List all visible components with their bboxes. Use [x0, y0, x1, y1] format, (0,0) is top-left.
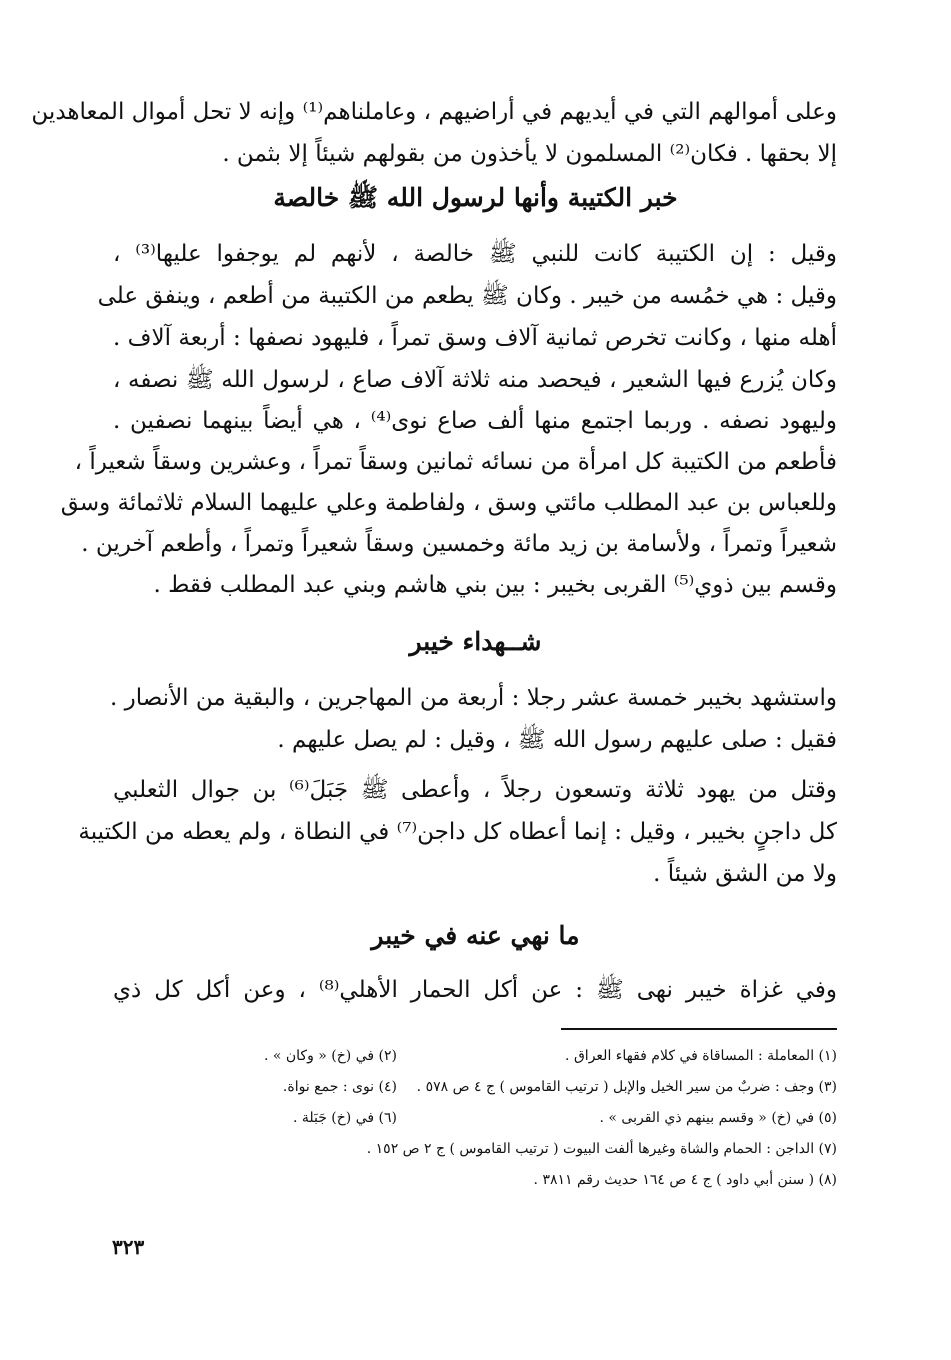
footnote-1: (١) المعاملة : المساقاة في كلام فقهاء العراق .: [565, 1048, 837, 1064]
body-line: فقيل : صلى عليهم رسول الله ﷺ ، وقيل : لم يصل عليهم .: [277, 727, 837, 753]
footnote-3: (٣) وجف : ضربٌ من سير الخيل والإبل ( ترتيب القاموس ) ج ٤ ص ٥٧٨ .: [416, 1079, 837, 1095]
body-line: وقسم بين ذوي⁽⁵⁾ القربى بخيبر : بين بني هاشم وبني عبد المطلب فقط .: [153, 572, 837, 598]
body-line: كل داجنٍ بخيبر ، وقيل : إنما أعطاه كل داجن⁽⁷⁾ في النطاة ، ولم يعطه من الكتيبة: [78, 819, 837, 845]
footnote-4: (٤) نوى : جمع نواة.: [282, 1079, 397, 1095]
body-line: واستشهد بخيبر خمسة عشر رجلا : أربعة من المهاجرين ، والبقية من الأنصار .: [109, 685, 837, 711]
footnote-row: [113, 1104, 837, 1132]
footnote-row: [113, 1073, 837, 1101]
footnote-divider: [561, 1028, 837, 1030]
body-line: وقتل من يهود ثلاثة وتسعون رجلاً ، وأعطى ﷺ جَبَلَ⁽⁶⁾ بن جوال الثعلبي: [113, 777, 837, 803]
body-line: وقيل : هي خمُسه من خيبر . وكان ﷺ يطعم من الكتيبة من أطعم ، وينفق على: [97, 283, 837, 309]
body-line: وعلى أموالهم التي في أيديهم في أراضيهم ، وعاملناهم⁽¹⁾ وإنه لا تحل أموال المعاهدين: [31, 99, 837, 125]
footnote-row: [113, 1042, 837, 1070]
footnote-7: (٧) الداجن : الحمام والشاة وغيرها ألفت البيوت ( ترتيب القاموس ) ج ٢ ص ١٥٢ .: [366, 1141, 837, 1157]
page-number: ٣٢٣: [112, 1235, 145, 1259]
body-line: وللعباس بن عبد المطلب مائتي وسق ، ولفاطمة وعلي عليهما السلام ثلاثمائة وسق: [60, 490, 837, 516]
footnote-5: (٥) في (خ) « وقسم بينهم ذي القربى » .: [599, 1110, 837, 1126]
footnote-8: (٨) ( سنن أبي داود ) ج ٤ ص ١٦٤ حديث رقم ٣٨١١ .: [533, 1172, 837, 1188]
section-heading-nahy: ما نهي عنه في خيبر: [371, 921, 580, 950]
body-line: إلا بحقها . فكان⁽²⁾ المسلمون لا يأخذون من بقولهم شيئاً إلا بثمن .: [222, 141, 837, 167]
body-line: شعيراً وتمراً ، ولأسامة بن زيد مائة وخمسين وسقاً شعيراً وتمراً ، وأطعم آخرين .: [81, 531, 837, 557]
footnote-6: (٦) في (خ) جَبَلة .: [292, 1110, 397, 1126]
body-line: أهله منها ، وكانت تخرص ثمانية آلاف وسق تمراً ، فليهود نصفها : أربعة آلاف .: [113, 325, 837, 351]
body-line: وكان يُزرع فيها الشعير ، فيحصد منه ثلاثة آلاف صاع ، لرسول الله ﷺ نصفه ،: [113, 367, 837, 393]
body-line: وفي غزاة خيبر نهى ﷺ : عن أكل الحمار الأهلي⁽⁸⁾ ، وعن أكل كل ذي: [113, 977, 837, 1003]
footnote-2: (٢) في (خ) « وكان » .: [263, 1048, 397, 1064]
body-line: فأطعم من الكتيبة كل امرأة من نسائه ثمانين وسقاً تمراً ، وعشرين وسقاً شعيراً ،: [74, 449, 837, 475]
section-heading-shuhada: شــهداء خيبر: [409, 627, 542, 656]
body-line: ولا من الشق شيئاً .: [653, 861, 837, 887]
body-line: وليهود نصفه . وربما اجتمع منها ألف صاع نوى⁽⁴⁾ ، هي أيضاً بينهما نصفين .: [113, 408, 837, 434]
section-heading-katiba: خبر الكتيبة وأنها لرسول الله ﷺ خالصة: [273, 183, 678, 212]
body-line: وقيل : إن الكتيبة كانت للنبي ﷺ خالصة ، لأنهم لم يوجفوا عليها⁽³⁾ ،: [113, 241, 837, 267]
